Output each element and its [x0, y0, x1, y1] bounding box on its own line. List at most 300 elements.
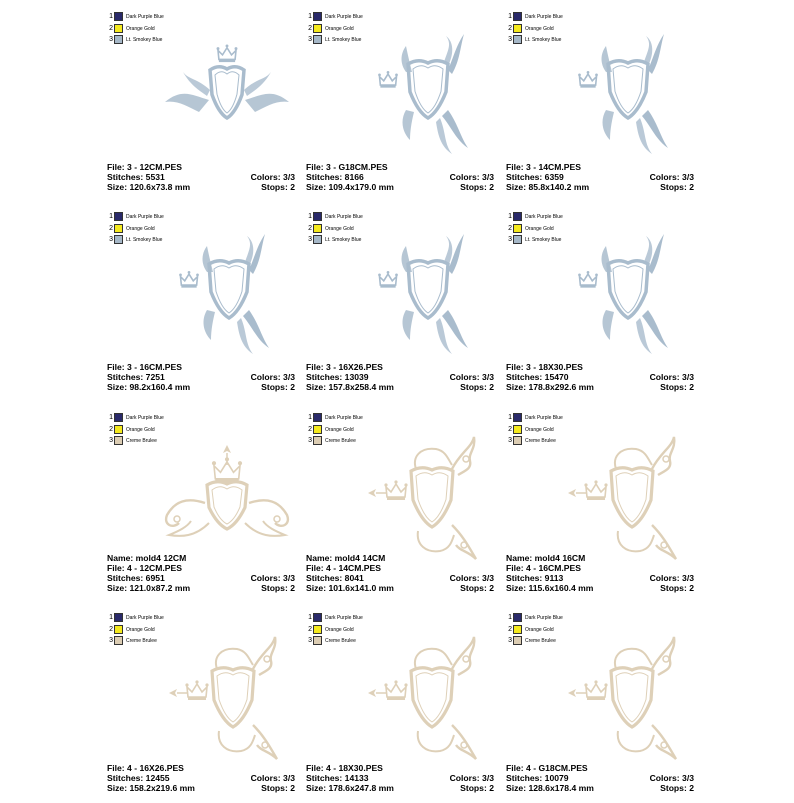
thread-swatch — [114, 235, 123, 244]
thread-swatch — [513, 212, 522, 221]
thread-legend-row — [107, 625, 227, 637]
color-count: Colors: 3/3 — [649, 372, 694, 382]
thread-name: Lt. Smokey Blue — [126, 237, 163, 243]
embroidery-preview — [157, 240, 297, 366]
plume-leaf — [644, 36, 652, 66]
thread-name: Orange Gold — [126, 225, 155, 232]
stitch-count: Stitches: 8041 — [306, 573, 364, 583]
stop-count: Stops: 2 — [460, 783, 494, 793]
thread-name: Orange Gold — [525, 225, 554, 232]
info-row — [306, 583, 494, 593]
file-name: File: 4 - 16CM.PES — [506, 563, 581, 573]
crown-orb — [212, 461, 216, 465]
thread-swatch — [313, 12, 322, 21]
crown-orb — [587, 271, 590, 274]
crown-orb — [378, 274, 381, 277]
crown-orb — [604, 483, 607, 486]
design-size: Size: 85.8x140.2 mm — [506, 182, 590, 192]
crown-orb — [238, 461, 242, 465]
crown-shape — [380, 74, 397, 85]
thread-name: Dark Purple Blue — [325, 14, 363, 20]
design-size: Size: 121.0x87.2 mm — [107, 583, 191, 593]
design-name: Name: mold4 16CM — [506, 553, 586, 563]
thread-swatch — [114, 212, 123, 221]
crown-orb — [587, 71, 590, 74]
crown-orb — [196, 274, 199, 277]
thread-number: 1 — [508, 414, 512, 421]
info-row — [107, 372, 295, 382]
stop-count: Stops: 2 — [261, 783, 295, 793]
crown-shape — [380, 274, 397, 285]
thread-name: Creme Brulee — [525, 638, 556, 644]
thread-swatch — [313, 212, 322, 221]
crown-band — [587, 497, 605, 500]
thread-legend-row — [506, 212, 626, 224]
info-row — [107, 172, 295, 182]
thread-number: 3 — [508, 236, 512, 243]
swirl-curl — [618, 531, 654, 551]
info-row — [107, 583, 295, 593]
plume-leaf — [444, 236, 452, 266]
thread-legend-row — [306, 212, 426, 224]
swirl-curl — [452, 437, 474, 475]
thread-name: Dark Purple Blue — [126, 214, 164, 220]
info-row — [306, 783, 494, 793]
embroidery-preview — [157, 641, 297, 767]
color-count: Colors: 3/3 — [250, 372, 295, 382]
swirl-curl — [216, 649, 253, 669]
swirl-curl — [174, 516, 180, 522]
design-card — [306, 613, 506, 803]
color-count: Colors: 3/3 — [250, 573, 295, 583]
stitch-count: Stitches: 13039 — [306, 372, 369, 382]
info-row — [107, 563, 295, 573]
thread-swatch — [313, 436, 322, 445]
swirl-curl — [415, 449, 452, 469]
swirl-curl — [615, 449, 652, 469]
crown-orb — [404, 483, 407, 486]
file-name: File: 3 - 12CM.PES — [107, 162, 182, 172]
thread-name: Orange Gold — [325, 25, 354, 32]
color-count: Colors: 3/3 — [250, 773, 295, 783]
thread-swatch — [513, 636, 522, 645]
swirl-curl — [245, 521, 285, 536]
embroidery-motif — [578, 34, 668, 154]
crown-orb — [205, 683, 208, 686]
file-name: File: 4 - G18CM.PES — [506, 763, 588, 773]
embroidery-motif — [568, 637, 676, 759]
thread-name: Creme Brulee — [126, 438, 157, 444]
thread-legend-row — [107, 212, 227, 224]
thread-swatch — [513, 425, 522, 434]
swirl-curl — [663, 456, 669, 462]
swirl-curl — [415, 649, 452, 669]
thread-name: Orange Gold — [126, 25, 155, 32]
thread-number: 3 — [508, 36, 512, 43]
shield-outline — [608, 61, 648, 118]
stitch-count: Stitches: 6359 — [506, 172, 564, 182]
thread-legend-row — [506, 613, 626, 625]
design-name: Name: mold4 12CM — [107, 553, 187, 563]
crown-orb — [188, 271, 191, 274]
swirl-curl — [461, 742, 467, 748]
file-name: File: 3 - 18X30.PES — [506, 362, 583, 372]
swirl-curl — [418, 731, 454, 751]
crown-orb — [395, 274, 398, 277]
fleur-tip — [169, 689, 177, 697]
thread-number: 2 — [308, 24, 312, 32]
thread-swatch — [513, 224, 522, 233]
info-row — [506, 583, 694, 593]
file-name: File: 4 - 12CM.PES — [107, 563, 182, 573]
shield-outline — [411, 468, 453, 527]
design-info — [107, 553, 295, 593]
swirl-curl — [461, 542, 467, 548]
thread-swatch — [313, 613, 322, 622]
design-size: Size: 115.6x160.4 mm — [506, 583, 594, 593]
embroidery-motif — [166, 445, 288, 536]
stop-count: Stops: 2 — [261, 182, 295, 192]
info-row — [506, 763, 694, 773]
info-row — [107, 162, 295, 172]
info-row — [306, 763, 494, 773]
embroidery-motif — [179, 234, 269, 354]
crown-orb — [384, 683, 387, 686]
thread-number: 2 — [508, 24, 512, 32]
design-info — [506, 553, 694, 593]
info-row — [506, 573, 694, 583]
info-row — [306, 372, 494, 382]
crown-shape — [181, 274, 198, 285]
info-row — [306, 182, 494, 192]
plume-leaf — [644, 236, 652, 266]
shield-outline — [408, 261, 448, 318]
stitch-count: Stitches: 15470 — [506, 372, 569, 382]
thread-number: 1 — [308, 414, 312, 421]
stitch-count: Stitches: 14133 — [306, 773, 369, 783]
design-info — [506, 362, 694, 392]
info-row — [506, 783, 694, 793]
swirl-curl — [615, 649, 652, 669]
plume-leaf — [245, 236, 253, 266]
thread-legend-row — [306, 224, 426, 236]
crown-shape — [580, 274, 597, 285]
info-row — [107, 553, 295, 563]
embroidery-preview — [356, 40, 496, 166]
embroidery-motif — [368, 637, 476, 759]
thread-name: Lt. Smokey Blue — [325, 237, 362, 243]
swirl-curl — [418, 531, 454, 551]
thread-swatch — [313, 413, 322, 422]
thread-name: Orange Gold — [126, 626, 155, 633]
crown-shape — [580, 74, 597, 85]
info-row — [306, 172, 494, 182]
thread-name: Dark Purple Blue — [325, 615, 363, 621]
swirl-curl — [274, 516, 280, 522]
thread-swatch — [114, 613, 123, 622]
swirl-curl — [452, 637, 474, 675]
info-row — [107, 382, 295, 392]
crown-orb — [226, 44, 229, 47]
design-info — [107, 763, 295, 793]
thread-number: 2 — [508, 224, 512, 232]
stitch-count: Stitches: 6951 — [107, 573, 165, 583]
crown-orb — [404, 683, 407, 686]
swirl-curl — [463, 456, 469, 462]
stop-count: Stops: 2 — [660, 783, 694, 793]
crown-orb — [225, 457, 229, 461]
design-card — [107, 413, 307, 603]
crown-band — [580, 85, 595, 88]
thread-swatch — [513, 625, 522, 634]
design-info — [306, 553, 494, 593]
shield-outline — [408, 61, 448, 118]
crown-band — [580, 285, 595, 288]
crown-orb — [595, 74, 598, 77]
thread-swatch — [313, 636, 322, 645]
crown-shape — [187, 684, 207, 697]
fleur-tip — [368, 489, 376, 497]
design-name: Name: mold4 14CM — [306, 553, 386, 563]
thread-swatch — [313, 425, 322, 434]
stop-count: Stops: 2 — [261, 382, 295, 392]
embroidery-motif — [169, 637, 277, 759]
thread-swatch — [114, 224, 123, 233]
thread-name: Creme Brulee — [325, 438, 356, 444]
thread-number: 3 — [308, 236, 312, 243]
swirl-curl — [219, 731, 255, 751]
design-card — [506, 413, 706, 603]
crown-orb — [378, 74, 381, 77]
design-card — [107, 12, 307, 202]
thread-number: 3 — [508, 437, 512, 444]
thread-legend-row — [506, 425, 626, 437]
thread-swatch — [513, 235, 522, 244]
scroll-leaf — [244, 72, 271, 96]
thread-swatch — [313, 235, 322, 244]
crown-shape — [586, 684, 606, 697]
color-count: Colors: 3/3 — [449, 773, 494, 783]
stop-count: Stops: 2 — [460, 583, 494, 593]
thread-swatch — [114, 436, 123, 445]
embroidery-preview — [356, 240, 496, 366]
thread-number: 1 — [308, 13, 312, 20]
crown-shape — [586, 484, 606, 497]
info-row — [506, 372, 694, 382]
embroidery-preview — [356, 641, 496, 767]
design-info — [107, 162, 295, 192]
thread-name: Dark Purple Blue — [525, 14, 563, 20]
info-row — [506, 563, 694, 573]
crown-orb — [595, 274, 598, 277]
crown-orb — [395, 74, 398, 77]
thread-number: 2 — [508, 425, 512, 433]
thread-number: 2 — [109, 224, 113, 232]
stitch-count: Stitches: 9113 — [506, 573, 564, 583]
design-info — [506, 162, 694, 192]
crown-band — [380, 85, 395, 88]
design-size: Size: 158.2x219.6 mm — [107, 783, 195, 793]
design-info — [306, 162, 494, 192]
info-row — [506, 172, 694, 182]
file-name: File: 3 - 16X26.PES — [306, 362, 383, 372]
thread-name: Creme Brulee — [325, 638, 356, 644]
thread-name: Creme Brulee — [525, 438, 556, 444]
thread-swatch — [114, 425, 123, 434]
thread-name: Dark Purple Blue — [126, 615, 164, 621]
info-row — [306, 362, 494, 372]
color-count: Colors: 3/3 — [449, 372, 494, 382]
thread-legend-row — [107, 224, 227, 236]
crown-orb — [604, 683, 607, 686]
thread-swatch — [513, 436, 522, 445]
info-row — [107, 763, 295, 773]
thread-swatch — [313, 35, 322, 44]
thread-name: Orange Gold — [325, 225, 354, 232]
thread-legend-row — [306, 413, 426, 425]
plume-leaf — [602, 246, 613, 272]
thread-swatch — [114, 413, 123, 422]
thread-name: Orange Gold — [525, 25, 554, 32]
crown-band — [387, 497, 405, 500]
thread-swatch — [313, 625, 322, 634]
stop-count: Stops: 2 — [660, 182, 694, 192]
color-count: Colors: 3/3 — [449, 172, 494, 182]
crown-shape — [386, 684, 406, 697]
thread-number: 3 — [109, 437, 113, 444]
thread-swatch — [114, 12, 123, 21]
thread-swatch — [313, 24, 322, 33]
design-card — [306, 413, 506, 603]
stop-count: Stops: 2 — [660, 583, 694, 593]
thread-number: 1 — [508, 13, 512, 20]
thread-legend-row — [506, 24, 626, 36]
embroidery-preview — [157, 40, 297, 166]
swirl-curl — [618, 731, 654, 751]
thread-number: 3 — [109, 637, 113, 644]
crown-orb — [584, 483, 587, 486]
design-size: Size: 128.6x178.4 mm — [506, 783, 594, 793]
swirl-curl — [166, 500, 205, 526]
design-card — [107, 613, 307, 803]
swirl-curl — [264, 656, 270, 662]
thread-legend-row — [506, 224, 626, 236]
embroidery-preview — [556, 240, 696, 366]
thread-legend-row — [107, 425, 227, 437]
thread-swatch — [513, 24, 522, 33]
stop-count: Stops: 2 — [261, 583, 295, 593]
thread-number: 1 — [308, 213, 312, 220]
info-row — [107, 182, 295, 192]
crown-band — [587, 697, 605, 700]
crown-band — [387, 697, 405, 700]
design-card — [107, 212, 307, 402]
thread-number: 3 — [308, 437, 312, 444]
file-name: File: 4 - 16X26.PES — [107, 763, 184, 773]
info-row — [506, 182, 694, 192]
crown-orb — [594, 480, 597, 483]
file-name: File: 4 - 18X30.PES — [306, 763, 383, 773]
info-row — [306, 573, 494, 583]
thread-name: Dark Purple Blue — [525, 615, 563, 621]
fleur-tip — [223, 445, 231, 453]
design-size: Size: 157.8x258.4 mm — [306, 382, 394, 392]
shield-outline — [212, 668, 254, 727]
design-size: Size: 178.6x247.8 mm — [306, 783, 394, 793]
thread-number: 1 — [109, 13, 113, 20]
design-card — [506, 212, 706, 402]
thread-name: Dark Purple Blue — [325, 415, 363, 421]
thread-swatch — [114, 35, 123, 44]
thread-number: 1 — [109, 213, 113, 220]
embroidery-motif — [368, 437, 476, 559]
scroll-leaf — [245, 94, 289, 112]
plume-leaf — [603, 110, 614, 140]
scroll-leaf — [183, 72, 210, 96]
thread-name: Lt. Smokey Blue — [325, 37, 362, 43]
thread-number: 2 — [508, 625, 512, 633]
thread-name: Dark Purple Blue — [126, 14, 164, 20]
thread-swatch — [513, 35, 522, 44]
color-count: Colors: 3/3 — [250, 172, 295, 182]
swirl-curl — [253, 637, 275, 675]
plume-leaf — [402, 246, 413, 272]
thread-number: 2 — [109, 425, 113, 433]
file-name: File: 3 - 14CM.PES — [506, 162, 581, 172]
crown-band — [380, 285, 395, 288]
thread-number: 2 — [308, 224, 312, 232]
stitch-count: Stitches: 12455 — [107, 773, 170, 783]
thread-number: 1 — [109, 614, 113, 621]
crown-shape — [218, 48, 236, 60]
thread-name: Dark Purple Blue — [525, 214, 563, 220]
thread-name: Dark Purple Blue — [126, 415, 164, 421]
stitch-count: Stitches: 10079 — [506, 773, 569, 783]
plume-leaf — [402, 46, 413, 72]
thread-legend-row — [306, 425, 426, 437]
swirl-curl — [661, 742, 667, 748]
swirl-curl — [169, 521, 209, 536]
thread-swatch — [114, 636, 123, 645]
design-size: Size: 101.6x141.0 mm — [306, 583, 394, 593]
crown-orb — [185, 683, 188, 686]
thread-number: 2 — [109, 625, 113, 633]
embroidery-motif — [378, 234, 468, 354]
shield-outline — [611, 668, 653, 727]
embroidery-motif — [578, 234, 668, 354]
embroidery-motif — [378, 34, 468, 154]
info-row — [506, 553, 694, 563]
info-row — [306, 553, 494, 563]
plume-leaf — [204, 310, 215, 340]
thread-legend-row — [107, 24, 227, 36]
thread-number: 3 — [109, 36, 113, 43]
thread-number: 3 — [308, 36, 312, 43]
info-row — [306, 162, 494, 172]
shield-outline — [611, 468, 653, 527]
design-size: Size: 120.6x73.8 mm — [107, 182, 191, 192]
design-info — [306, 763, 494, 793]
thread-swatch — [513, 613, 522, 622]
swirl-curl — [652, 637, 674, 675]
crown-orb — [387, 271, 390, 274]
swirl-curl — [262, 742, 268, 748]
thread-name: Dark Purple Blue — [325, 214, 363, 220]
thread-number: 3 — [508, 637, 512, 644]
info-row — [506, 362, 694, 372]
thread-name: Dark Purple Blue — [525, 415, 563, 421]
info-row — [306, 563, 494, 573]
